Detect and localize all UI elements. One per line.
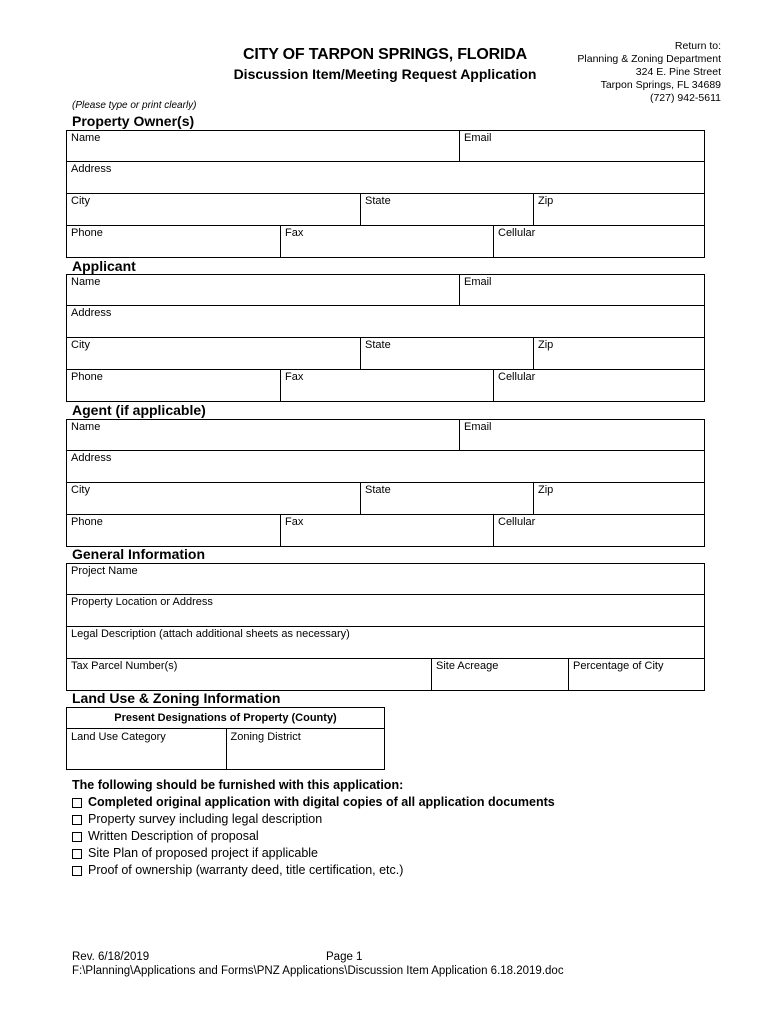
owner-row-4: [66, 226, 705, 258]
agent-phone-field[interactable]: [67, 515, 280, 546]
field-label: Tax Parcel Number(s): [71, 660, 178, 672]
land-use-table: [66, 707, 385, 770]
field-label: State: [365, 195, 391, 207]
legal-description-input[interactable]: [69, 642, 702, 656]
checklist-item-label: Completed original application with digital copies of all application documents: [88, 795, 555, 809]
page-title: CITY OF TARPON SPRINGS, FLORIDA: [243, 46, 527, 63]
owner-address-input[interactable]: [69, 177, 702, 191]
checklist-item-label: Written Description of proposal: [88, 829, 259, 843]
agent-zip-field[interactable]: [533, 483, 704, 514]
field-label: Email: [464, 421, 492, 433]
applicant-row-2: [66, 306, 705, 338]
agent-email-field[interactable]: [459, 420, 704, 450]
field-label: Zip: [538, 195, 554, 207]
section-heading-owner: Property Owner(s): [72, 113, 195, 129]
owner-address-field[interactable]: [67, 162, 704, 193]
applicant-email-input[interactable]: [462, 289, 702, 303]
applicant-row-3: [66, 338, 705, 370]
field-label: City: [71, 195, 90, 207]
field-label: Email: [464, 132, 492, 144]
agent-row-1: [66, 419, 705, 451]
field-label: Address: [71, 307, 112, 319]
applicant-row-1: [66, 274, 705, 306]
checklist-item-label: Property survey including legal description: [88, 812, 323, 826]
agent-fax-input[interactable]: [283, 530, 491, 544]
checklist-item: [72, 828, 555, 845]
field-label: Legal Description (attach additional sheets as necessary): [71, 628, 350, 640]
field-label: Fax: [285, 516, 304, 528]
owner-state-input[interactable]: [363, 209, 531, 223]
agent-address-input[interactable]: [69, 466, 702, 480]
checkbox[interactable]: [72, 815, 82, 825]
field-label: Land Use Category: [71, 731, 166, 743]
return-line: Planning & Zoning Department: [577, 53, 721, 65]
field-label: State: [365, 484, 391, 496]
applicant-address-input[interactable]: [69, 321, 702, 335]
owner-row-1: [66, 130, 705, 162]
applicant-fax-input[interactable]: [283, 385, 491, 399]
field-label: Zoning District: [230, 731, 301, 743]
field-label: Project Name: [71, 565, 138, 577]
field-label: Email: [464, 276, 492, 288]
legal-description-field[interactable]: [67, 627, 704, 658]
owner-fax-input[interactable]: [283, 241, 491, 255]
applicant-phone-field[interactable]: [67, 370, 280, 401]
percentage-city-input[interactable]: [571, 674, 702, 688]
revision-date: Rev. 6/18/2019: [72, 951, 150, 963]
agent-address-field[interactable]: [67, 451, 704, 482]
applicant-row-4: [66, 370, 705, 402]
applicant-city-field[interactable]: [67, 338, 360, 369]
field-label: Percentage of City: [573, 660, 664, 672]
project-name-input[interactable]: [69, 578, 702, 592]
site-acreage-field[interactable]: [431, 659, 568, 690]
return-line: (727) 942-5611: [649, 92, 721, 104]
agent-email-input[interactable]: [462, 434, 702, 448]
agent-state-field[interactable]: [360, 483, 533, 514]
page-number: Page 1: [326, 951, 363, 963]
property-location-input[interactable]: [69, 610, 702, 624]
field-label: Name: [71, 132, 101, 144]
owner-phone-field[interactable]: [67, 226, 280, 257]
return-address: [577, 40, 721, 105]
section-heading-applicant: Applicant: [72, 258, 136, 274]
checklist-item: [72, 862, 555, 879]
checkbox[interactable]: [72, 832, 82, 842]
applicant-cellular-input[interactable]: [496, 385, 702, 399]
agent-name-field[interactable]: [67, 420, 459, 450]
page-subtitle: Discussion Item/Meeting Request Application: [233, 66, 537, 82]
agent-row-2: [66, 451, 705, 483]
owner-fax-field[interactable]: [280, 226, 493, 257]
agent-zip-input[interactable]: [536, 498, 702, 512]
applicant-zip-input[interactable]: [536, 353, 702, 367]
applicant-state-field[interactable]: [360, 338, 533, 369]
field-label: Cellular: [498, 516, 536, 528]
applicant-zip-field[interactable]: [533, 338, 704, 369]
instruction-note: (Please type or print clearly): [72, 100, 197, 111]
owner-email-field[interactable]: [459, 131, 704, 161]
applicant-phone-input[interactable]: [69, 385, 278, 399]
site-acreage-input[interactable]: [434, 674, 566, 688]
owner-name-input[interactable]: [69, 145, 457, 159]
applicant-state-input[interactable]: [363, 353, 531, 367]
section-heading-landuse: Land Use & Zoning Information: [72, 690, 281, 706]
agent-phone-input[interactable]: [69, 530, 278, 544]
project-name-field[interactable]: [67, 564, 704, 594]
checklist-item: [72, 794, 555, 811]
section-heading-general: General Information: [72, 546, 206, 562]
footer: [72, 950, 564, 978]
owner-email-input[interactable]: [462, 145, 702, 159]
owner-phone-input[interactable]: [69, 241, 278, 255]
field-label: Site Acreage: [436, 660, 499, 672]
checklist-item-label: Proof of ownership (warranty deed, title certification, etc.): [88, 863, 404, 877]
property-location-field[interactable]: [67, 595, 704, 626]
agent-city-input[interactable]: [69, 498, 358, 512]
general-row-2: [66, 595, 705, 627]
applicant-cellular-field[interactable]: [493, 370, 704, 401]
applicant-name-field[interactable]: [67, 275, 459, 305]
general-row-4: [66, 659, 705, 691]
section-heading-agent: Agent (if applicable): [72, 402, 206, 418]
field-label: Fax: [285, 371, 304, 383]
applicant-name-input[interactable]: [69, 289, 457, 303]
field-label: Zip: [538, 339, 554, 351]
field-label: Phone: [71, 227, 103, 239]
owner-row-2: [66, 162, 705, 194]
agent-state-input[interactable]: [363, 498, 531, 512]
field-label: Cellular: [498, 227, 536, 239]
owner-cellular-input[interactable]: [496, 241, 702, 255]
general-row-1: [66, 563, 705, 595]
checklist-title: The following should be furnished with this application:: [72, 778, 404, 792]
field-label: Phone: [71, 516, 103, 528]
owner-cellular-field[interactable]: [493, 226, 704, 257]
checklist-item-label: Site Plan of proposed project if applicable: [88, 846, 319, 860]
field-label: Phone: [71, 371, 103, 383]
checklist-item: [72, 845, 555, 862]
field-label: City: [71, 484, 90, 496]
agent-cellular-field[interactable]: [493, 515, 704, 546]
field-label: Cellular: [498, 371, 536, 383]
general-row-3: [66, 627, 705, 659]
agent-name-input[interactable]: [69, 434, 457, 448]
applicant-address-field[interactable]: [67, 306, 704, 337]
checkbox[interactable]: [72, 849, 82, 859]
field-label: Name: [71, 276, 101, 288]
field-label: City: [71, 339, 90, 351]
owner-row-3: [66, 194, 705, 226]
field-label: Zip: [538, 484, 554, 496]
owner-zip-input[interactable]: [536, 209, 702, 223]
tax-parcel-field[interactable]: [67, 659, 431, 690]
checklist-item: [72, 811, 555, 828]
owner-zip-field[interactable]: [533, 194, 704, 225]
field-label: Property Location or Address: [71, 596, 213, 608]
owner-state-field[interactable]: [360, 194, 533, 225]
field-label: Address: [71, 452, 112, 464]
checkbox[interactable]: [72, 798, 82, 808]
land-use-table-header: Present Designations of Property (County): [67, 708, 384, 729]
applicant-email-field[interactable]: [459, 275, 704, 305]
checkbox[interactable]: [72, 866, 82, 876]
applicant-fax-field[interactable]: [280, 370, 493, 401]
file-path: F:\Planning\Applications and Forms\PNZ Applications\Discussion Item Application 6.18.2019.doc: [72, 965, 564, 977]
owner-name-field[interactable]: [67, 131, 459, 161]
field-label: State: [365, 339, 391, 351]
field-label: Address: [71, 163, 112, 175]
agent-fax-field[interactable]: [280, 515, 493, 546]
checklist: [72, 777, 555, 879]
owner-city-field[interactable]: [67, 194, 360, 225]
agent-row-3: [66, 483, 705, 515]
land-use-category-field[interactable]: [67, 729, 226, 769]
tax-parcel-input[interactable]: [69, 674, 429, 688]
agent-cellular-input[interactable]: [496, 530, 702, 544]
owner-city-input[interactable]: [69, 209, 358, 223]
return-line: 324 E. Pine Street: [635, 66, 721, 78]
field-label: Fax: [285, 227, 304, 239]
return-line: Tarpon Springs, FL 34689: [600, 79, 721, 91]
percentage-city-field[interactable]: [568, 659, 704, 690]
agent-city-field[interactable]: [67, 483, 360, 514]
zoning-district-field[interactable]: [226, 729, 385, 769]
applicant-city-input[interactable]: [69, 353, 358, 367]
field-label: Name: [71, 421, 101, 433]
agent-row-4: [66, 515, 705, 547]
return-line: Return to:: [674, 40, 721, 52]
